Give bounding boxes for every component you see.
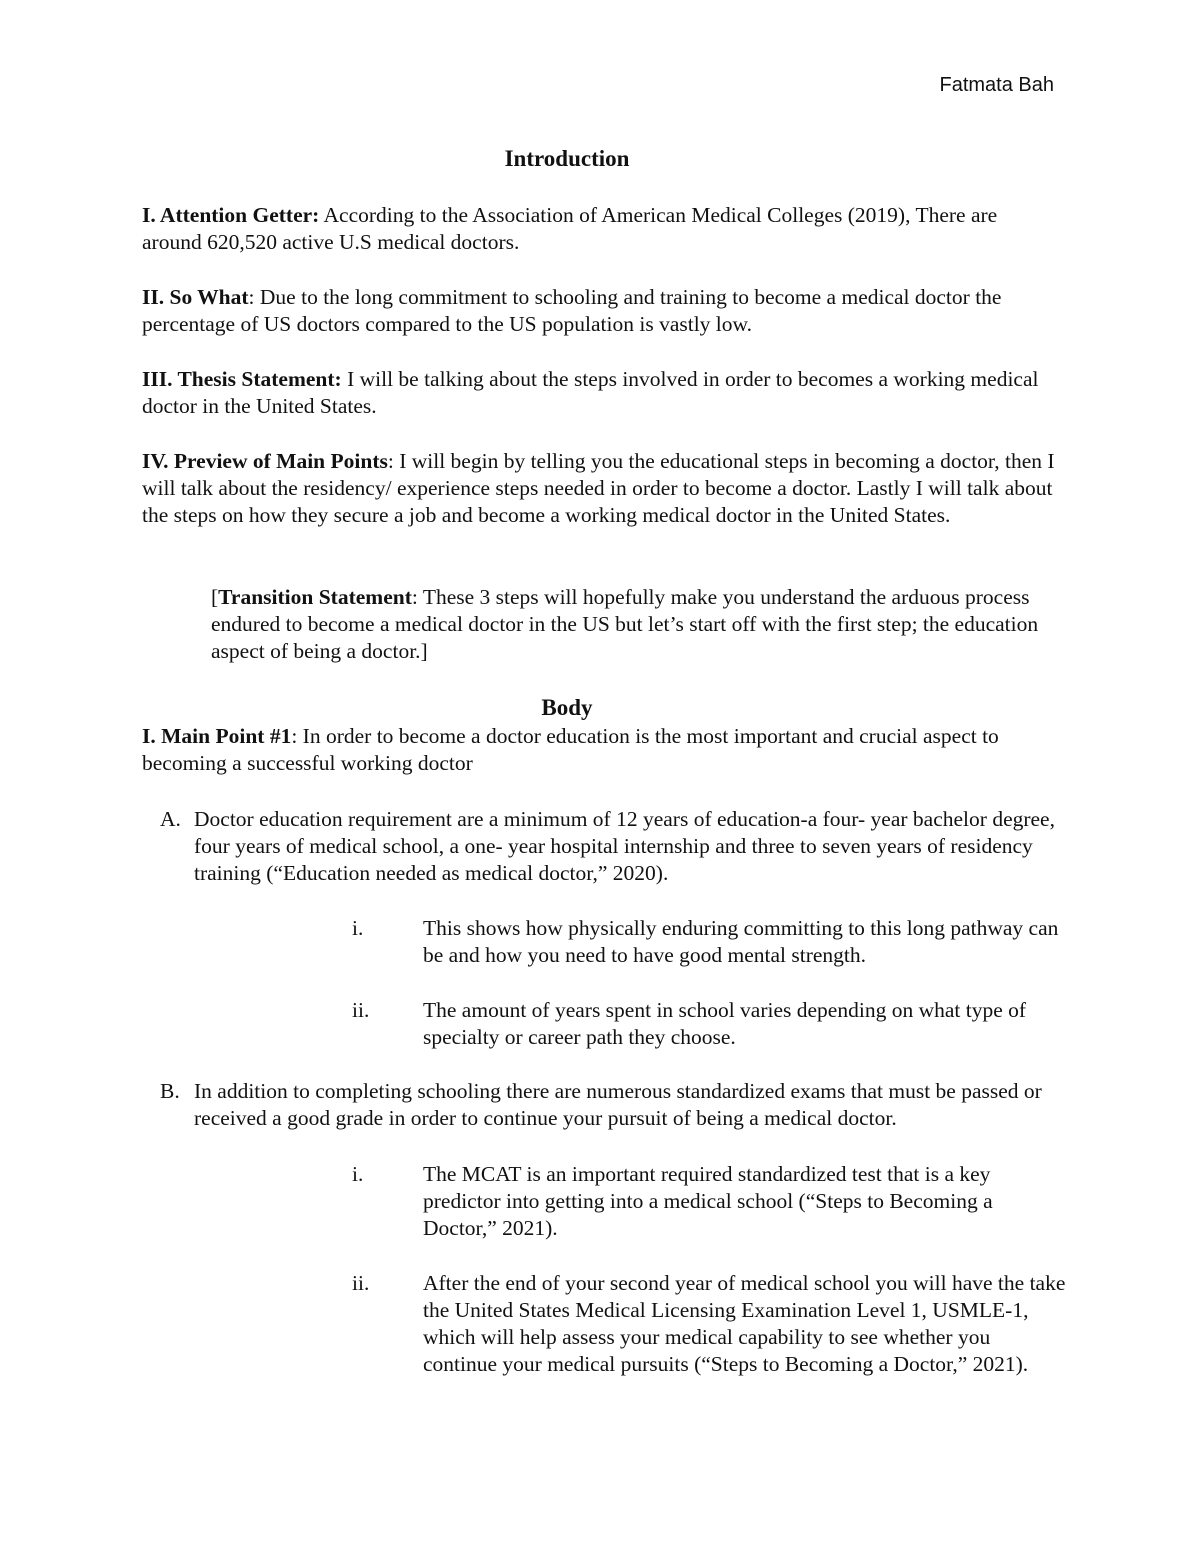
thesis-label: III. Thesis Statement: bbox=[142, 367, 342, 391]
transition-open-bracket: [ bbox=[211, 585, 219, 609]
subpoint-b bbox=[160, 1078, 1065, 1132]
main-point-paragraph bbox=[142, 723, 1062, 777]
main-point-text: : In order to become a doctor education is the most important and crucial aspect to becoming a successful working doctor bbox=[142, 724, 999, 775]
transition-text: : These 3 steps will hopefully make you understand the arduous process endured to become a medical doctor in the US but let’s start off with the first step; the education aspect of being a doctor.] bbox=[211, 585, 1039, 663]
subpoint-a-i bbox=[352, 915, 1067, 969]
subpoint-b-ii bbox=[352, 1270, 1067, 1378]
transition-label: Transition Statement bbox=[218, 585, 412, 609]
so-what-paragraph bbox=[142, 284, 1062, 338]
subpoint-b-ii-marker: ii. bbox=[352, 1271, 370, 1295]
main-point-label: I. Main Point #1 bbox=[142, 724, 292, 748]
author-name: Fatmata Bah bbox=[939, 74, 1054, 96]
subpoint-a-ii-text: The amount of years spent in school varies depending on what type of specialty or career path they choose. bbox=[423, 998, 1027, 1049]
attention-getter-text: According to the Association of American Medical Colleges (2019), There are around 620,520 active U.S medical doctors. bbox=[142, 203, 998, 254]
subpoint-a-marker: A. bbox=[160, 807, 181, 831]
introduction-heading: Introduction bbox=[504, 146, 630, 171]
preview-paragraph bbox=[142, 448, 1062, 529]
subpoint-b-i-marker: i. bbox=[352, 1162, 364, 1186]
subpoint-a-ii bbox=[352, 997, 1067, 1051]
subpoint-a-i-marker: i. bbox=[352, 916, 364, 940]
so-what-text: : Due to the long commitment to schooling and training to become a medical doctor the percentage of US doctors compared to the US population is vastly low. bbox=[142, 285, 1002, 336]
subpoint-a bbox=[160, 806, 1065, 887]
preview-text: : I will begin by telling you the educational steps in becoming a doctor, then I will talk about the residency/ experience steps needed in order to become a doctor. Lastly I will talk about the steps on how they secure a job and become a working medical doctor in the United States. bbox=[142, 449, 1055, 527]
body-heading: Body bbox=[541, 695, 593, 720]
subpoint-b-i bbox=[352, 1161, 1067, 1242]
attention-getter-label: I. Attention Getter: bbox=[142, 203, 320, 227]
subpoint-b-marker: B. bbox=[160, 1079, 180, 1103]
subpoint-b-i-text: The MCAT is an important required standardized test that is a key predictor into getting into a medical school (“Steps to Becoming a Doctor,” 2021). bbox=[423, 1162, 993, 1240]
attention-getter-paragraph bbox=[142, 202, 1062, 256]
subpoint-b-text: In addition to completing schooling there are numerous standardized exams that must be passed or received a good grade in order to continue your pursuit of being a medical doctor. bbox=[194, 1079, 1042, 1130]
preview-label: IV. Preview of Main Points bbox=[142, 449, 388, 473]
subpoint-b-ii-text: After the end of your second year of medical school you will have the take the United States Medical Licensing Examination Level 1, USMLE-1, which will help assess your medical capability to see whether you continue your medical pursuits (“Steps to Becoming a Doctor,” 2021). bbox=[423, 1271, 1066, 1376]
subpoint-a-text: Doctor education requirement are a minimum of 12 years of education-a four- year bachelor degree, four years of medical school, a one- year hospital internship and three to seven years of residency training (“Education needed as medical doctor,” 2020). bbox=[194, 807, 1055, 885]
so-what-label: II. So What bbox=[142, 285, 249, 309]
subpoint-a-i-text: This shows how physically enduring committing to this long pathway can be and how you need to have good mental strength. bbox=[423, 916, 1059, 967]
subpoint-a-ii-marker: ii. bbox=[352, 998, 370, 1022]
transition-paragraph bbox=[211, 584, 1041, 665]
thesis-paragraph bbox=[142, 366, 1062, 420]
thesis-text: I will be talking about the steps involved in order to becomes a working medical doctor in the United States. bbox=[142, 367, 1039, 418]
